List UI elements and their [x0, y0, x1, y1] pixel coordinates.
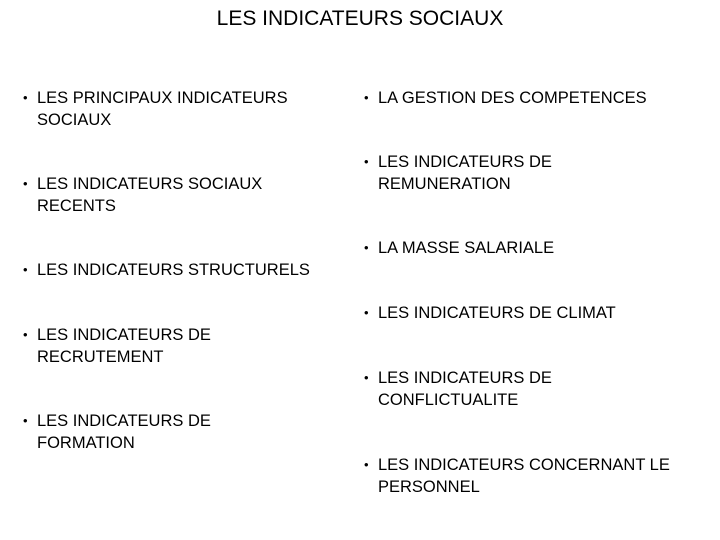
- list-item-line: RECRUTEMENT: [37, 348, 164, 366]
- bullet: •: [364, 154, 369, 169]
- list-item-line: LES INDICATEURS SOCIAUX: [37, 175, 263, 193]
- list-item-line: CONFLICTUALITE: [378, 391, 519, 409]
- bullet: •: [364, 240, 369, 255]
- list-item-line: LES INDICATEURS DE CLIMAT: [378, 304, 616, 322]
- list-item-line: LES INDICATEURS DE: [378, 369, 552, 387]
- list-item-formation: [21, 410, 211, 454]
- bullet: •: [23, 176, 28, 191]
- list-item-remuneration: [362, 151, 552, 195]
- list-item-line: LES PRINCIPAUX INDICATEURS: [37, 89, 288, 107]
- bullet: •: [23, 262, 28, 277]
- list-item-competences: [362, 87, 647, 109]
- bullet: •: [364, 370, 369, 385]
- list-item-masse-salariale: [362, 237, 554, 259]
- list-item-line: LA MASSE SALARIALE: [378, 239, 555, 257]
- list-item-principaux: [21, 87, 288, 131]
- list-item-recrutement: [21, 324, 211, 368]
- bullet: •: [364, 457, 369, 472]
- list-item-line: PERSONNEL: [378, 478, 480, 496]
- list-item-line: RECENTS: [37, 197, 116, 215]
- list-item-line: SOCIAUX: [37, 111, 112, 129]
- list-item-line: LES INDICATEURS DE: [37, 326, 211, 344]
- list-item-structurels: [21, 259, 310, 281]
- list-item-line: LES INDICATEURS DE: [37, 412, 211, 430]
- list-item-personnel: [362, 454, 670, 498]
- list-item-line: REMUNERATION: [378, 175, 511, 193]
- list-item-conflictualite: [362, 367, 552, 411]
- list-item-climat: [362, 302, 616, 324]
- bullet: •: [364, 305, 369, 320]
- bullet: •: [23, 327, 28, 342]
- list-item-line: LES INDICATEURS CONCERNANT LE: [378, 456, 670, 474]
- bullet: •: [23, 90, 28, 105]
- page-title: LES INDICATEURS SOCIAUX: [216, 7, 504, 30]
- list-item-line: FORMATION: [37, 434, 135, 452]
- list-item-line: LES INDICATEURS DE: [378, 153, 552, 171]
- list-item-line: LA GESTION DES COMPETENCES: [378, 89, 647, 107]
- bullet: •: [23, 413, 28, 428]
- bullet: •: [364, 90, 369, 105]
- list-item-line: LES INDICATEURS STRUCTURELS: [37, 261, 310, 279]
- list-item-recents: [21, 173, 262, 217]
